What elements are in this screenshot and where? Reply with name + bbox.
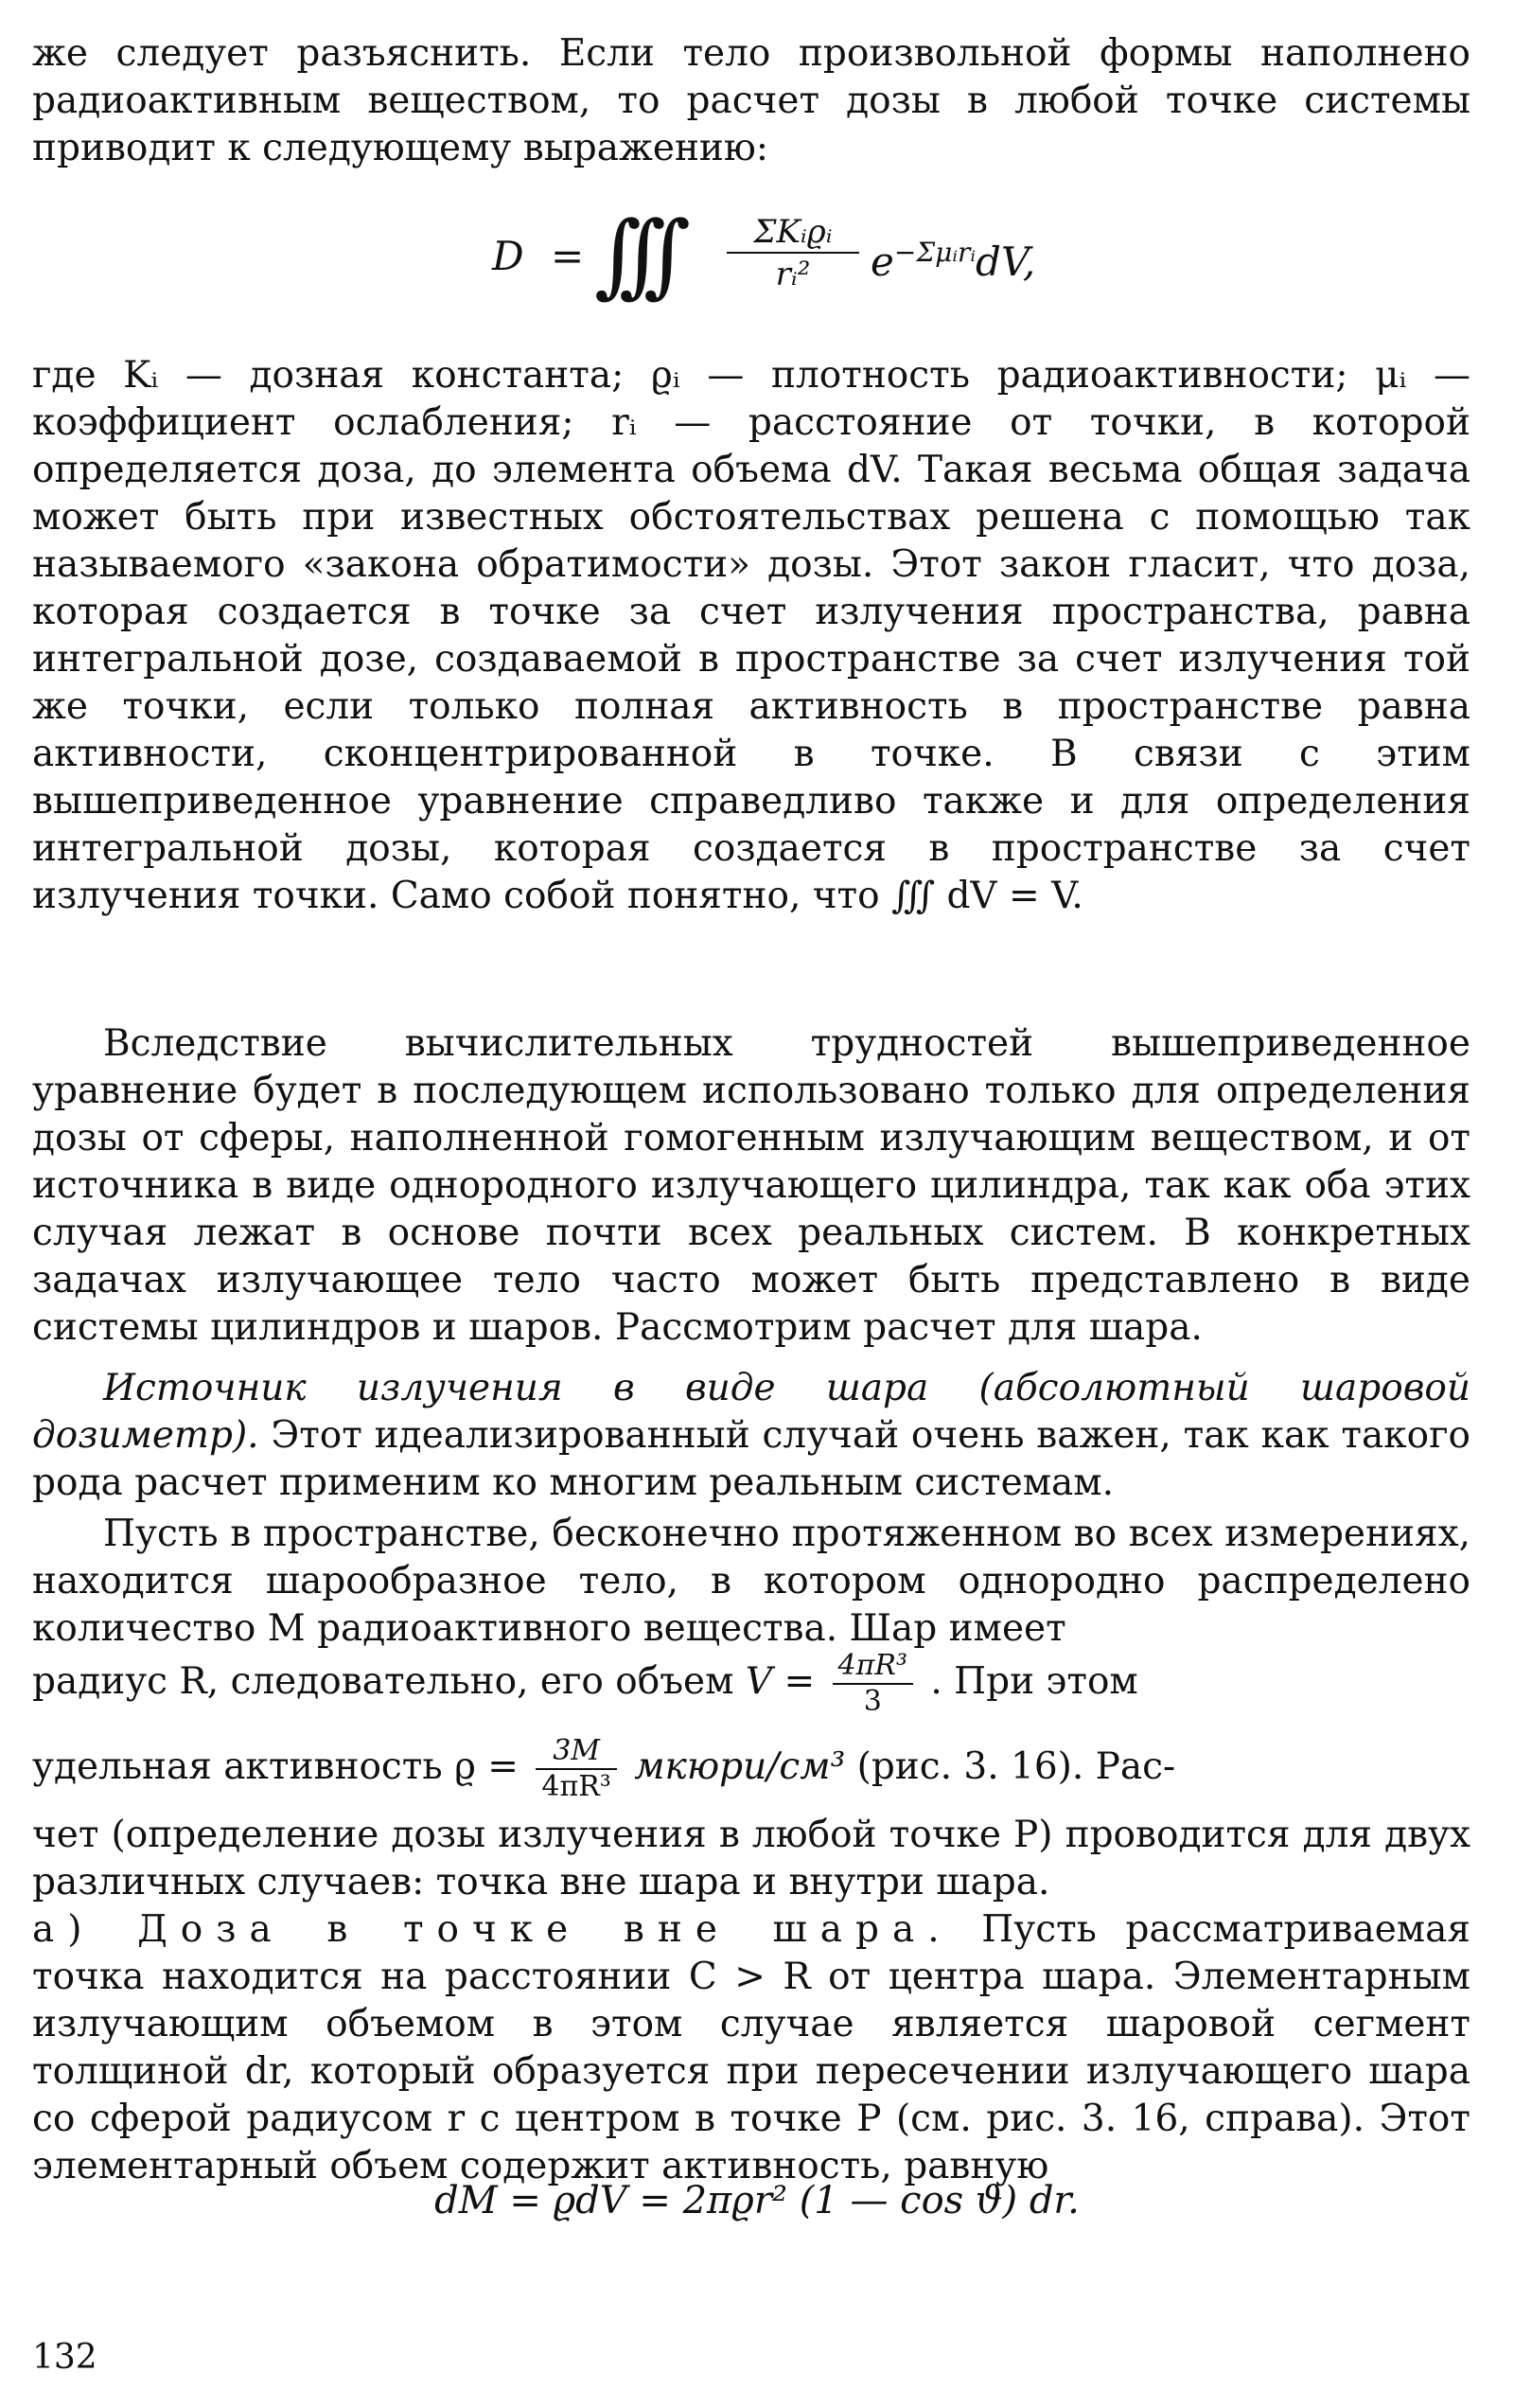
paragraph-calculation: чет (определение дозы излучения в любой точке P) проводится для двух различных случаев: точка вне шара и внутри шара. bbox=[32, 1814, 1470, 1903]
activity-unit: мкюри/см³ bbox=[634, 1745, 846, 1788]
line-radius-volume bbox=[32, 1649, 1470, 1719]
case-a-label: а) Доза в точке вне шара. bbox=[32, 1908, 953, 1951]
activity-denominator: 4πR³ bbox=[541, 1770, 611, 1803]
exp-power: −Σμᵢrᵢ bbox=[893, 237, 976, 268]
volume-lhs: V = bbox=[745, 1660, 816, 1703]
fraction-denominator: rᵢ² bbox=[775, 256, 811, 293]
volume-denominator: 3 bbox=[863, 1685, 882, 1718]
paragraph-let-space: Пусть в пространстве, бесконечно протяженном во всех измерениях, находится шарообразное тело, в котором однородно распределено количество M радиоактивного вещества. Шар имеет bbox=[32, 1513, 1470, 1650]
fraction-numerator: ΣKᵢϱᵢ bbox=[727, 212, 859, 254]
equation-exponential bbox=[871, 237, 1035, 285]
section-heading-italic: Источник излучения в виде шара (абсолютный шаровой дозиметр). bbox=[32, 1367, 1470, 1457]
exp-tail: dV, bbox=[975, 239, 1036, 285]
paragraph-sphere-text: Этот идеализированный случай очень важен, так как такого рода расчет применим ко многим реальным системам. bbox=[32, 1414, 1470, 1504]
activity-numerator: 3M bbox=[536, 1734, 616, 1770]
page-number: 132 bbox=[32, 2338, 97, 2377]
volume-numerator: 4πR³ bbox=[833, 1649, 913, 1685]
equation-dm bbox=[0, 2177, 1514, 2224]
line-specific-activity bbox=[32, 1734, 1470, 1804]
equation-dm-text: dM = ϱdV = 2πϱr² (1 — cos ϑ) dr. bbox=[434, 2179, 1080, 2222]
activity-fraction bbox=[536, 1734, 616, 1804]
equation-dose-integral bbox=[492, 199, 1154, 322]
paragraph-sphere-source bbox=[32, 1365, 1470, 1507]
paragraph-computational: Вследствие вычислительных трудностей вышеприведенное уравнение будет в последующем использовано только для определения дозы от сферы, наполненной гомогенным излучающим веществом, и от источника в виде однородного излучающего цилиндра, так как оба этих случая лежат в основе почти всех реальных систем. В конкретных задачах излучающее тело часто может быть представлено в виде системы цилиндров и шаров. Рассмотрим расчет для шара. bbox=[32, 1022, 1470, 1349]
paragraph-case-a bbox=[32, 1906, 1470, 2190]
equation-lhs: D bbox=[492, 233, 524, 279]
radius-tail: . При этом bbox=[930, 1660, 1138, 1703]
equation-fraction bbox=[727, 212, 859, 295]
activity-text: удельная активность ϱ = bbox=[32, 1745, 519, 1788]
activity-tail: (рис. 3. 16). Рас- bbox=[856, 1745, 1176, 1788]
radius-text: радиус R, следовательно, его объем bbox=[32, 1660, 734, 1703]
volume-fraction bbox=[833, 1649, 913, 1719]
triple-integral-sign: ∫∫∫ bbox=[594, 202, 669, 308]
paragraph-definitions: где Kᵢ — дозная константа; ϱᵢ — плотность радиоактивности; μᵢ — коэффициент ослабления; rᵢ — расстояние от точки, в которой определяется доза, до элемента объема dV. Такая весьма общая задача может быть при известных обстоятельствах решена с помощью так называемого «закона обратимости» дозы. Этот закон гласит, что доза, которая создается в точке за счет излучения пространства, равна интегральной дозе, создаваемой в пространстве за счет излучения той же точки, если только полная активность в пространстве равна активности, сконцентрированной в точке. В связи с этим вышеприведенное уравнение справедливо также и для определения интегральной дозы, которая создается в пространстве за счет излучения точки. Само собой понятно, что ∭ dV = V. bbox=[32, 354, 1470, 917]
exp-base: e bbox=[871, 239, 894, 285]
case-a-text: Пусть рассматриваемая точка находится на расстоянии C > R от центра шара. Элементарным излучающим объемом в этом случае является шаровой сегмент толщиной dr, который образуется при пересечении излучающего шара со сферой радиусом r с центром в точке P (см. рис. 3. 16, справа). Этот элементарный объем содержит активность, равную bbox=[32, 1908, 1470, 2187]
equation-equals: = bbox=[551, 233, 585, 279]
paragraph-intro: же следует разъяснить. Если тело произвольной формы наполнено радиоактивным веществом, то расчет дозы в любой точке системы приводит к следующему выражению: bbox=[32, 32, 1470, 169]
